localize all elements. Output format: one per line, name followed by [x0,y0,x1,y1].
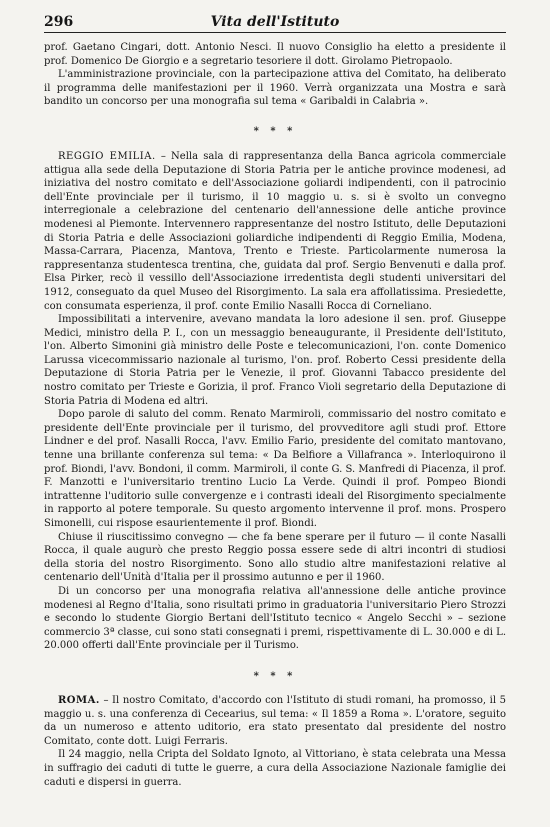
reggio-emilia-paragraph-4: Chiuse il riuscitissimo convegno — che fa bene sperare per il futuro — il conte Nasalli Rocca, il quale augurò che presto Reggio possa essere sede di altri incontri di studiosi della storia del nostro Risorgimento. Sono allo studio altre manifestazioni relative al centenario dell'Unità d'Italia per il prossimo autunno e per il 1960. [44,531,506,584]
reggio-emilia-paragraph-2: Impossibilitati a intervenire, avevano mandata la loro adesione il sen. prof. Giuseppe Medici, ministro della P. I., con un messaggio beneaugurante, il Presidente dell'Istituto, l'on. Alberto Simonini già ministro delle Poste e telecomunicazioni, l'on. conte Domenico Larussa vicecommissario nazionale al turismo, l'on. prof. Roberto Cessi presidente della Deputazione di Storia Patria per le Venezie, il prof. Giovanni Tabacco presidente del nostro comitato per Trieste e Gorizia, il prof. Franco Violi segretario della Deputazione di Storia Patria di Modena ed altri. [44,314,506,407]
roma-paragraph-2: Il 24 maggio, nella Cripta del Soldato Ignoto, al Vittoriano, è stata celebrata una Messa in suffragio dei caduti di tutte le guerre, a cura della Associazione Nazionale famiglie dei caduti e dispersi in guerra. [44,749,506,788]
reggio-emilia-paragraph-1 [44,150,506,313]
running-title: Vita dell'Istituto [210,14,340,30]
calabria-paragraph-2: L'amministrazione provinciale, con la partecipazione attiva del Comitato, ha deliberato il programma delle manifestazioni per il 1960. Verrà organizzata una Mostra e sarà bandito un concorso per una monografia sul tema « Garibaldi in Calabria ». [44,69,506,108]
reggio-emilia-paragraph-1-text: – Nella sala di rappresentanza della Banca agricola commerciale attigua alla sede della Deputazione di Storia Patria per le antiche province modenesi, ad iniziativa del nostro comitato e dell'Associazione goliardi indipendenti, con il patrocinio dell'Ente provinciale per il turismo, il 10 maggio u. s. si è svolto un convegno interregionale a celebrazione del centenario dell'annessione delle antiche province modenesi al Piemonte. Intervennero rappresentanze del nostro Istituto, delle Deputazioni di Storia Patria e delle Associazioni goliardiche indipendenti di Reggio Emilia, Modena, Massa-Carrara, Piacenza, Mantova, Trento e Trieste. Particolarmente numerosa la rappresentanza studentesca trentina, che, guidata dal prof. Sergio Benvenuti e dalla prof. Elsa Pirker, recò il vessillo dell'Associazione irredentista degli studenti universitari del 1912, conseguato da quel Museo del Risorgimento. La sala era affollatissima. Presiedette, con consumata esperienza, il prof. conte Emilio Nasalli Rocca di Corneliano. [44,150,506,312]
place-heading-reggio-emilia: REGGIO EMILIA. [58,150,156,162]
roma-paragraph-1 [44,694,506,748]
calabria-paragraph-1: prof. Gaetano Cingari, dott. Antonio Nesci. Il nuovo Consiglio ha eletto a presidente il prof. Domenico De Giorgio e a segretario tesoriere il dott. Girolamo Pietropaolo. [44,42,506,67]
reggio-emilia-paragraph-5: Di un concorso per una monografia relativa all'annessione delle antiche province modenesi al Regno d'Italia, sono risultati primo in graduatoria l'universitario Piero Strozzi e secondo lo studente Giorgio Bertani dell'Istituto tecnico « Angelo Secchi » – sezione commercio 3ª classe, cui sono stati consegnati i premi, rispettivamente di L. 30.000 e di L. 20.000 offerti dall'Ente provinciale per il Turismo. [44,585,506,652]
reggio-emilia-paragraph-3: Dopo parole di saluto del comm. Renato Marmiroli, commissario del nostro comitato e presidente dell'Ente provinciale per il turismo, del provveditore agli studi prof. Ettore Lindner e del prof. Nasalli Rocca, l'avv. Emilio Fario, presidente del comitato mantovano, tenne una brillante conferenza sul tema: « Da Belfiore a Villafranca ». Interloquirono il prof. Biondi, l'avv. Bondoni, il comm. Marmiroli, il conte G. S. Manfredi di Piacenza, il prof. F. Manzotti e l'universitario trentino Lucio La Verde. Quindi il prof. Pompeo Biondi intrattenne l'uditorio sulle convergenze e i contrasti ideali del Risorgimento specialmente in rapporto al potere temporale. Su questo argomento intervenne il prof. mons. Prospero Simonelli, cui rispose esaurientemente il prof. Biondi. [44,409,506,529]
page-number: 296 [44,14,74,30]
page-header [44,12,506,33]
section-separator: * * * [253,125,297,137]
section-separator: * * * [253,670,297,682]
roma-paragraph-1-text: – Il nostro Comitato, d'accordo con l'Istituto di studi romani, ha promosso, il 5 maggio u. s. una conferenza di Cecearius, sul tema: « Il 1859 a Roma ». L'oratore, seguito da un numeroso e attento uditorio, era stato presentato dal presidente del nostro Comitato, conte dott. Luigi Ferraris. [44,694,506,747]
place-heading-roma: ROMA. [58,694,100,706]
